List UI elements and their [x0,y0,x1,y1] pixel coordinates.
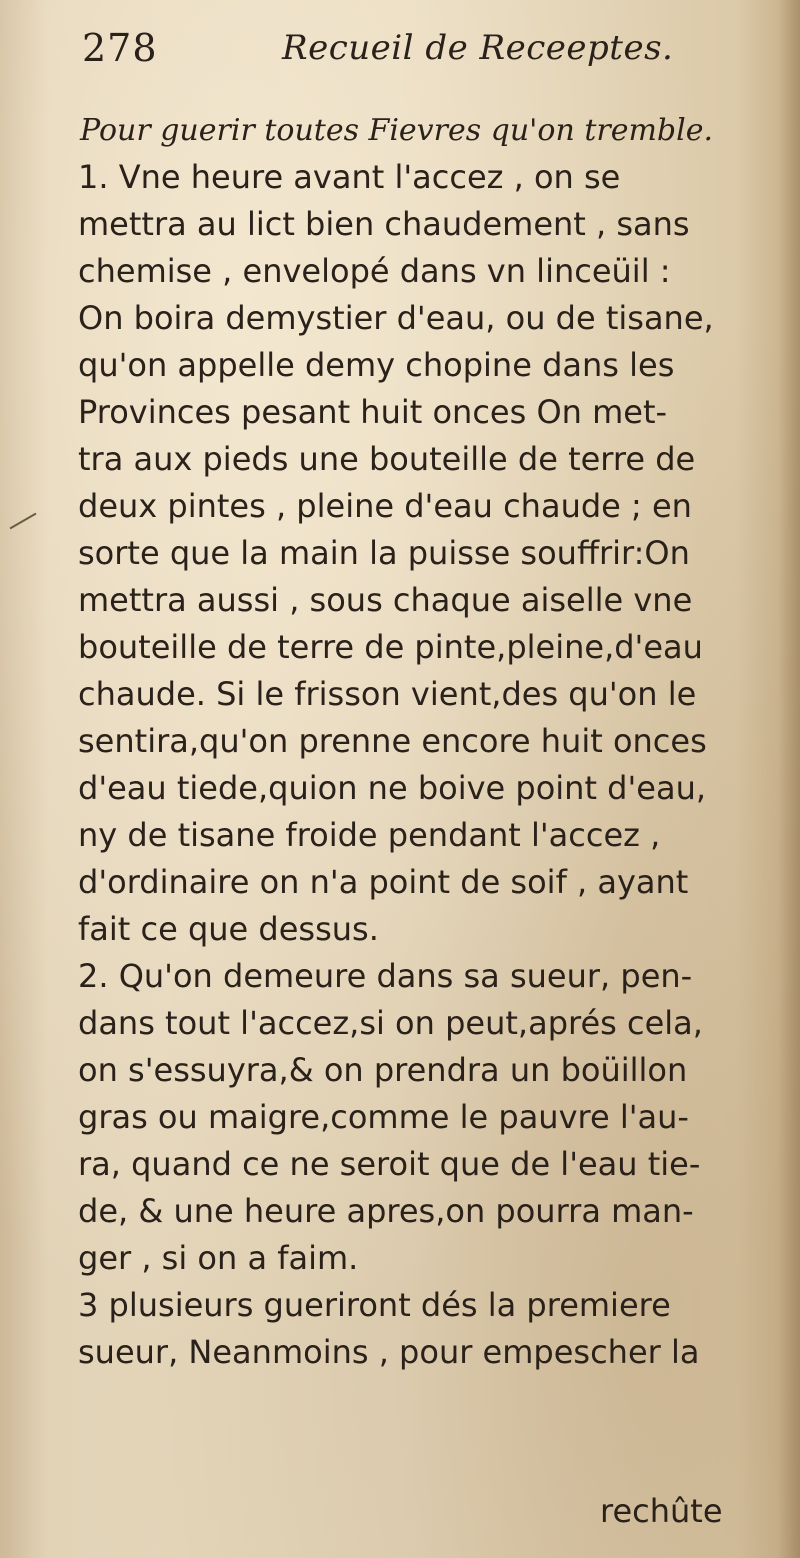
catchword: rechûte [600,1492,723,1530]
text-line: on s'essuyra,& on prendra un boüillon [78,1051,688,1089]
text-line: chemise , envelopé dans vn linceüil : [78,252,671,290]
page-edge-shadow [778,0,800,1558]
text-line: 2. Qu'on demeure dans sa sueur, pen- [78,957,693,995]
text-line: chaude. Si le frisson vient,des qu'on le [78,675,697,713]
text-line: dans tout l'accez,si on peut,aprés cela, [78,1004,703,1042]
page-number: 278 [82,26,158,70]
text-line: gras ou maigre,comme le pauvre l'au- [78,1098,689,1136]
margin-mark [10,513,37,530]
text-line: sueur, Neanmoins , pour empescher la [78,1333,700,1371]
text-line: ra, quand ce ne seroit que de l'eau tie- [78,1145,701,1183]
text-line: Provinces pesant huit onces On met- [78,393,668,431]
text-line: On boira demystier d'eau, ou de tisane, [78,299,714,337]
text-line: sentira,qu'on prenne encore huit onces [78,722,707,760]
page-header [82,18,722,78]
text-line: 1. Vne heure avant l'accez , on se [78,158,621,196]
text-line: fait ce que dessus. [78,910,379,948]
text-line: qu'on appelle demy chopine dans les [78,346,675,384]
running-head: Recueil de Receeptes. [282,28,674,68]
recipe-heading: Pour guerir toutes Fievres qu'on tremble. [80,113,714,148]
text-line: 3 plusieurs gueriront dés la premiere [78,1286,671,1324]
text-line: deux pintes , pleine d'eau chaude ; en [78,487,692,525]
text-line: bouteille de terre de pinte,pleine,d'eau [78,628,703,666]
text-line: ny de tisane froide pendant l'accez , [78,816,661,854]
text-line: tra aux pieds une bouteille de terre de [78,440,696,478]
text-line: ger , si on a faim. [78,1239,359,1277]
text-line: mettra aussi , sous chaque aiselle vne [78,581,693,619]
text-line: de, & une heure apres,on pourra man- [78,1192,694,1230]
text-line: mettra au lict bien chaudement , sans [78,205,690,243]
body-text [78,154,768,1376]
text-line: d'eau tiede,quion ne boive point d'eau, [78,769,707,807]
text-line: sorte que la main la puisse souffrir:On [78,534,690,572]
text-line: d'ordinaire on n'a point de soif , ayant [78,863,689,901]
